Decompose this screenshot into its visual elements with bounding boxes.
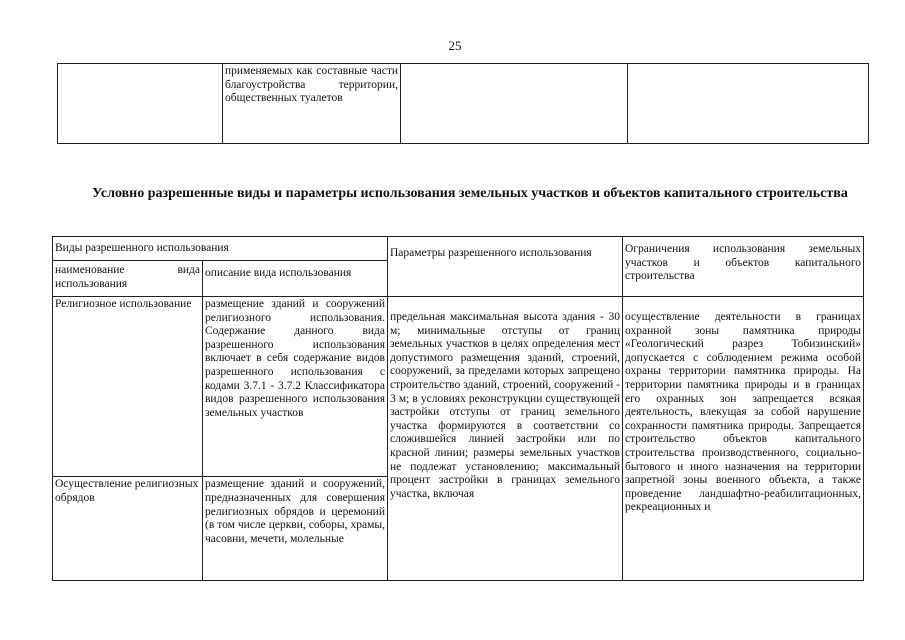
empty-cell bbox=[58, 64, 223, 144]
parameters-text: предельная максимальная высота здания - 30 м; минимальные отступы от границ земельных участков в целях определения мест допустимого размещения зданий, строений, сооружений, за пределами которых запрещено строительство зданий, строений, сооружений - 3 м; в условиях реконструкции существующей застройки отступы от границ земельного участка формируются в соответствии со сложившейся линией застройки или по красной линии; размеры земельных участков не подлежат установлению; максимальный процент застройки в границах земельного участка, включая bbox=[390, 311, 620, 500]
header-name: наименование вида использования bbox=[53, 261, 203, 297]
parameters-cell bbox=[388, 297, 623, 581]
page-number: 25 bbox=[448, 38, 462, 53]
header-description: описание вида использования bbox=[203, 261, 388, 297]
row-description-text: размещение зданий и сооружений, предназначенных для совершения религиозных обрядов и церемоний (в том числе церкви, соборы, храмы, часовни, мечети, молельные bbox=[205, 478, 385, 545]
continued-table bbox=[57, 63, 869, 144]
section-title: Условно разрешенные виды и параметры использования земельных участков и объектов капитального строительства bbox=[92, 186, 848, 201]
header-restrictions: Ограничения использования земельных участков и объектов капитального строительства bbox=[623, 237, 864, 297]
row-name: Религиозное использование bbox=[53, 297, 203, 477]
restrictions-cell bbox=[623, 297, 864, 581]
empty-cell bbox=[401, 64, 628, 144]
empty-cell bbox=[628, 64, 869, 144]
usage-table bbox=[52, 236, 864, 581]
row-name: Осуществление религиозных обрядов bbox=[53, 477, 203, 581]
row-description: размещение зданий и сооружений религиозного использования. Содержание данного вида разрешенного использования включает в себя содержание видов разрешенного использования с кодами 3.7.1 - 3.7.2 Классификатора видов разрешенного использования земельных участков bbox=[203, 297, 388, 477]
header-parameters: Параметры разрешенного использования bbox=[388, 237, 623, 297]
continued-description-cell: применяемых как составные части благоустройства территории, общественных туалетов bbox=[223, 64, 401, 144]
restrictions-text: осуществление деятельности в границах охранной зоны памятника природы «Геологический разрез Тобизинский» допускается с соблюдением режима особой охраны территории памятника природы. На территории памятника природы и в границах его охранных зон запрещается всякая деятельность, влекущая за собой нарушение сохранности памятника природы. Запрещается строительство объектов капитального строительства производственного, социально-бытового и иного назначения на территории запретной зоны военного объекта, а также проведение ландшафтно-реабилитационных, рекреационных и bbox=[625, 311, 861, 514]
row-description bbox=[203, 477, 388, 581]
header-usage-types: Виды разрешенного использования bbox=[53, 237, 388, 261]
